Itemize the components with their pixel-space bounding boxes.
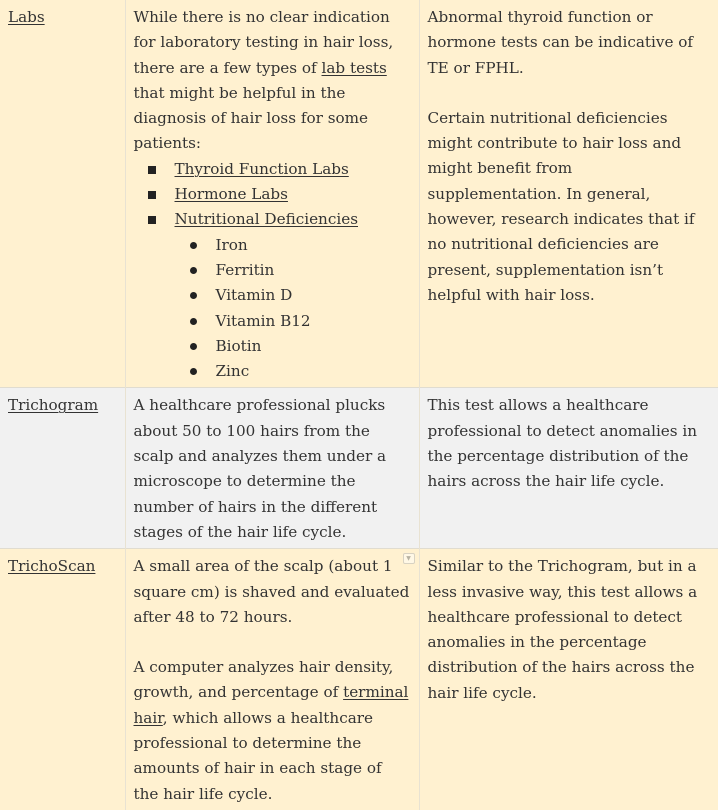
test-name-cell [0,388,125,549]
dot-bullet-icon [190,318,197,325]
terminal-hair-link[interactable]: terminal hair [133,683,409,727]
nutrient-label: Zinc [215,362,250,381]
description-cell [125,549,419,810]
test-name-cell [0,549,125,810]
dot-bullet-icon [190,292,197,299]
labs-intro-text: While there is no clear indication for laboratory testing in hair loss, there are a few types of [133,8,394,77]
result-cell [419,0,718,388]
nutrient-label: Vitamin D [215,286,293,305]
thyroid-function-labs-link[interactable]: Thyroid Function Labs [174,159,349,178]
labs-link[interactable]: Labs [8,8,45,26]
table-row-trichogram [0,388,718,549]
nutrient-label: Biotin [215,336,262,355]
square-bullet-icon [148,216,156,224]
nutrient-list [175,233,411,385]
dot-bullet-icon [190,343,197,350]
result-paragraph: Similar to the Trichogram, but in a less invasive way, this test allows a healthcare professional to detect anomalies in the percentage distribution of the hairs across the hair life cycle. [427,557,698,702]
chevron-down-icon[interactable]: ▼ [403,553,415,564]
result-paragraph: Abnormal thyroid function or hormone tests can be indicative of TE or FPHL. [427,8,694,77]
list-item [148,182,411,207]
trichoscan-link[interactable]: TrichoScan [8,557,96,576]
square-bullet-icon [148,191,156,199]
list-item [189,334,411,359]
nutrient-label: Vitamin B12 [215,311,311,330]
nutrient-label: Iron [215,235,248,254]
description-paragraph: A small area of the scalp (about 1 square cm) is shaved and evaluated after 48 to 72 hours. [133,557,410,626]
description-paragraph [134,655,411,807]
result-paragraph: Certain nutritional deficiencies might contribute to hair loss and might benefit from supplementation. In general, however, research indicates that if no nutritional deficiencies are present, supplementation isn’t helpful with hair loss. [427,108,695,304]
lab-types-list [134,157,411,385]
description-text: A computer analyzes hair density, growth, and percentage of [133,658,394,702]
description-paragraph: A healthcare professional plucks about 50 to 100 hairs from the scalp and analyzes them under a microscope to determine the number of hairs in the different stages of the hair life cycle. [133,396,387,541]
trichogram-link[interactable]: Trichogram [8,396,99,415]
description-cell [125,0,419,388]
list-item [189,359,411,384]
description-text-end: , which allows a healthcare professional to determine the amounts of hair in each stage of the hair life cycle. [133,708,382,803]
table-row-labs [0,0,718,388]
dot-bullet-icon [190,368,197,375]
list-item [189,258,411,283]
list-item [189,309,411,334]
nutrient-label: Ferritin [215,260,275,279]
test-name-cell [0,0,125,388]
nutritional-deficiencies-link[interactable]: Nutritional Deficiencies [174,210,358,229]
list-item [148,207,411,384]
description-cell [125,388,419,549]
list-item [189,283,411,308]
result-cell [419,388,718,549]
dot-bullet-icon [190,267,197,274]
hormone-labs-link[interactable]: Hormone Labs [174,185,288,204]
square-bullet-icon [148,166,156,174]
result-paragraph: This test allows a healthcare professional to detect anomalies in the percentage distribution of the hairs across the hair life cycle. [427,396,698,491]
table-row-trichoscan [0,549,718,810]
dot-bullet-icon [190,242,197,249]
list-item [189,233,411,258]
result-cell [419,549,718,810]
list-item [148,157,411,182]
lab-tests-link[interactable]: lab tests [321,58,387,77]
labs-intro-text-end: that might be helpful in the diagnosis of hair loss for some patients: [133,83,369,153]
